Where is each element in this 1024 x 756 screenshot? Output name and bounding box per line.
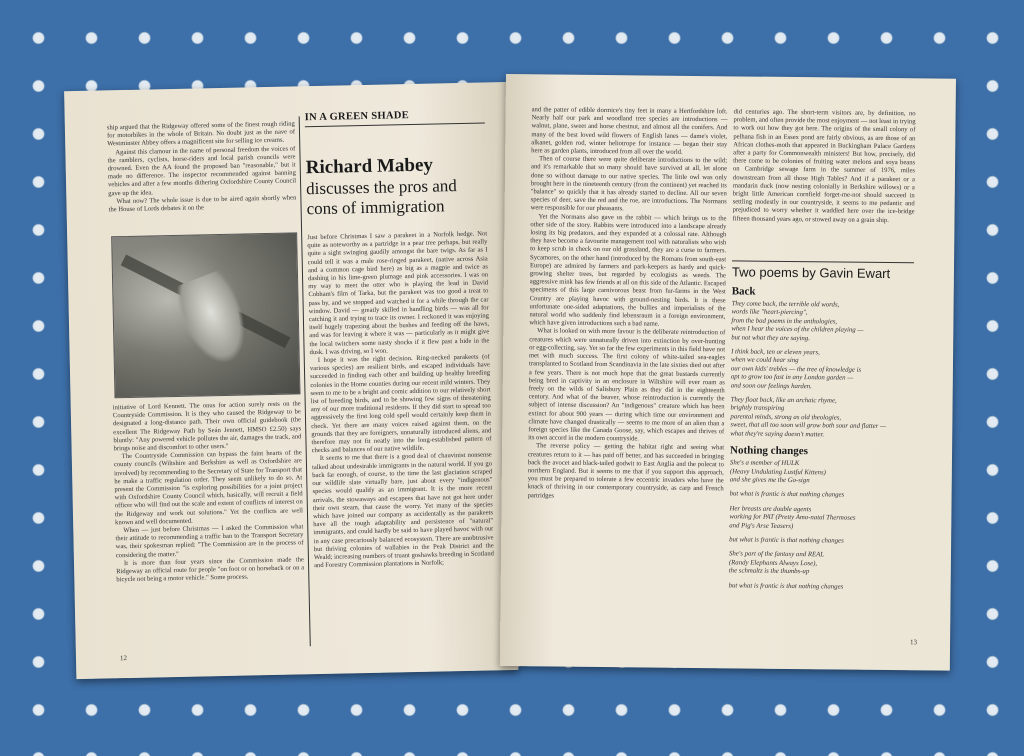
paragraph: The Countryside Commission can bypass the faint hearts of the county councils (Wiltshire and Berkshire as well as Oxfordshire are involved) by recommending to the Secretary of State for Transport that he make a traffic regulation order. They seem unlikely to do so. At present the Commission "is exploring possibilities for a joint project with Oxfordshire County Council which, basically, will recruit a field officer who will find out the scale and extent of conflicts of interest on the Ridgeway and work out solutions." Yet the conflicts are well known and well documented. xyxy=(113,449,304,527)
poem-line: when I hear the voices of the children playing — xyxy=(731,325,864,334)
poem-line: what they're saying doesn't matter. xyxy=(730,430,825,439)
left-page xyxy=(64,82,518,679)
page-number-right: 13 xyxy=(910,638,918,647)
poem-line: words like "heart-piercing", xyxy=(731,308,808,317)
paragraph: It is more than four years since the Commission made the Ridgeway an official route for people "on foot or on horseback or on a bicycle not being a motor vehicle." Some process. xyxy=(116,556,305,584)
paragraph: When — just before Christmas — I asked the Commission what their attitude to recommending a traffic ban to the Transport Secretary was, their spokesman replied: "The Commission are in the process of considering the matter." xyxy=(115,523,304,559)
poem-stanza xyxy=(729,551,913,578)
paragraph: initiative of Lord Kennett. The onus for action surely rests on the Countryside Commission. It is they who caused the Ridgeway to be designated a long-distance path. Their own official guidebook (the excellent The Ridgeway Path by Seán Jennett, HMSO £2.50) says bluntly: "Any powered vehicle pollutes the air, damages the track, and brings noise and discomfort to other users." xyxy=(112,400,302,453)
poem-stanza xyxy=(730,396,914,440)
poem-nothing-changes xyxy=(729,459,914,592)
author-name: Richard Mabey xyxy=(305,154,434,179)
poem-back-title: Back xyxy=(731,285,756,298)
poem-line: brightly transpiring xyxy=(730,404,785,413)
poems-title: Two poems by Gavin Ewart xyxy=(731,264,891,282)
article-header xyxy=(305,108,487,219)
poem-line: parental minds, strong as old theologies, xyxy=(730,413,842,422)
poem-line: (Heavy Undulating Lustful Kittens) xyxy=(729,467,826,476)
paragraph: Just before Christmas I saw a parakeet in a Norfolk hedge. Not quite as noteworthy as a partridge in a pear tree perhaps, but really quite a sight swinging gaudily amongst the bare twigs. As far as I could tell it was a male rose-ringed parakeet, (native across Asia and a common cage bird here) as big as a magpie and twice as dashing in his lime-green plumage and pink accessories. I was on my way to meet the otter who is playing the lead in David Cobham's film of Tarka, but the parakeet was too good a treat to pass by, and we stopped and watched it for a while through the car window. David — greatly skilled in handling birds — was all for catching it and trying to trace its owner. I reckoned it was enjoying itself hugely trapezing about the bushes and feeding off the haws, and was for leaving it where it was — particularly as it might give the local twitchers some nasty shocks if it flew past a hide in the dusk. I was driving, so I won. xyxy=(307,230,490,357)
poem-line: and she gives me the Go-sign xyxy=(729,476,810,485)
paragraph: ship argued that the Ridgeway offered some of the finest rough riding for motorbikes in the whole of Britain. No doubt just as the nave of Westminster Abbey offers a magnificent site for selling ice creams. xyxy=(106,120,296,148)
paragraph: Then of course there were quite deliberate introductions to the wild; and it's remarkable that so many should have survived at all, let alone done so without damage to our native species. The little owl was only brought here in the nineteenth century (from the continent) yet reached its "balance" so quickly that it has already started to decline. All our seven species of deer, save the red and the roe, are introductions. The Normans were responsible for our pheasants. xyxy=(530,155,728,213)
poem-line: I think back, ten or eleven years, xyxy=(731,348,820,357)
column-3 xyxy=(526,106,728,636)
poem-line: Her breasts are double agents xyxy=(729,505,812,513)
kicker-rule xyxy=(305,122,485,127)
poems-rule-top xyxy=(732,260,914,263)
poems-section xyxy=(729,264,916,598)
paragraph: The reverse policy — getting the habitat right and seeing what creatures return to it — has paid off better, and has succeeded in bringing back the avocet and black-tailed godwit to East Anglia and the polecat to northern England. But it seems to me that if you support this approach, you must be prepared to tolerate a few eccentric invaders who have the knack of thriving in our contemporary countryside, as carp and French partridges xyxy=(527,442,725,500)
poem-line: They float back, like an archaic rhyme, xyxy=(730,396,837,405)
right-page xyxy=(500,74,956,671)
poem-line: and Pig's Arse Teasers) xyxy=(729,521,794,530)
poem-stanza xyxy=(729,505,913,532)
poem-line: our own kids' trebles — the tree of knowledge is xyxy=(730,365,862,374)
paragraph: and the patter of edible dormice's tiny feet in many a Hertfordshire loft. Nearly half our park and woodland tree species are introductions — walnut, plane, sweet and horse chestnut, and almost all the conifers. And many of the best loved wild flowers of English lanes — dame's violet, alkanet, golden rod, winter heliotrope for instance — began their stay here as garden plants, introduced from all over the world. xyxy=(531,106,728,156)
poem-line: She's a member of HULK xyxy=(729,459,800,468)
paragraph: What now? The whole issue is due to be aired again shortly when the House of Lords debates it on the xyxy=(108,194,297,214)
parakeet-photo xyxy=(111,232,300,398)
paragraph: did centuries ago. The short-term visitors are, by definition, no problem, and often provide the most enjoyment — not least in trying to work out how they got here. The origins of the small colony of pelhana fish in an Essex pond are fairly obvious, as are those of an African clothes-moth that appeared in Buckingham Palace Gardens after a party for Commonwealth ministers! But how, precisely, did there come to be colonies of fruiting water melons and soya beans on Cambridge sewage farm in the summer of 1976, miles downstream from all those High Tables? And if a parakeet or a mandarin duck (now nesting colonially in Berkshire willows) or a bright little American cornfield forget-me-not should succeed in settling modestly in our countryside, it seems to me pedantic and prejudiced to worry whether it waddled here over the ice-bridge fifteen thousand years ago, or stowed away on a grain ship. xyxy=(732,108,916,224)
poem-stanza xyxy=(729,536,913,546)
poem-line: apt to grow too fast in any London garden — xyxy=(730,373,854,382)
poem-line: and soon our feelings harden. xyxy=(730,382,812,390)
poem-line: She's part of the fantasy and REAL xyxy=(728,550,825,559)
poem-line: when we could hear sing xyxy=(730,356,799,365)
poem-line: from the bad poems in the anthologies, xyxy=(731,317,838,326)
paragraph: What is looked on with more favour is the deliberate reintroduction of creatures which were unnaturally driven into extinction by over-hunting or egg-collecting, say. Yet so far the few experiments in this field have not met with much success. The first colony of white-tailed sea-eagles transplanted to Scotland from Scandinavia in the late sixties died out after a few years. There is not much hope that the great bustards currently being bred in captivity in an enclosure in Wiltshire will ever roam as freely on the wilds of Salisbury Plain as they did in the eighteenth century. And what of the beaver, whose reintroduction is currently the subject of intense discussion? An "indigenous" creature which has been extinct for about 900 years — during which time our environment and climate have changed drastically — seems to me more of an alien than a foreign species like the Canada Goose, say, which escapes and thrives of its own accord in the modern countryside. xyxy=(528,327,726,443)
paragraph: It seems to me that there is a good deal of chauvinist nonsense talked about undesirable immigrants in the natural world. If you go back far enough, of course, to the time the last glaciation scraped our wildlife slate virtually bare, just about every "indigenous" species would qualify as an immigrant. It is the more recent arrivals, the stowaways and escapees that have not got here under their own steam, that cause the worry. Yet many of the species which have joined our company as accidentally as the parakeets have all the tough adaptability and persistence of "natural" immigrants, and could hardly be said to have played havoc with our in any case precariously balanced ecosystem. There are unobtrusive but thriving colonies of wallabies in the Peak District and the Weald; increasing numbers of truant goshawks breeding in Scotland and Forestry Commission plantations in Norfolk; xyxy=(311,451,494,570)
paragraph: Yet the Normans also gave us the rabbit — which brings us to the other side of the story. Rabbits were introduced into a landscape already losing its big predators, and they expanded at a colossal rate. Although they have become a favourite management tool with naturalists who wish to keep scrub in check on our old grassland, they are a curse to farmers. Sycamores, on the other hand (introduced by the Romans from south-east Europe) are admired by farmers and park-keepers as hardy and quick-growing shelter trees, but regarded by ecologists as weeds. The aggressive mink has few friends at all on this side of the Atlantic. Escaped specimens of this large carnivorous beast from fur-farms in the West Country are playing havoc with ground-nesting birds. It is these unfortunate one-sided adaptations, the bullies and imperialists of the natural world who suddenly find lebensraum in a foreign environment, which have given introductions such a bad name. xyxy=(529,212,727,328)
column-1-bottom xyxy=(113,400,306,648)
poem-back xyxy=(730,300,915,440)
poem-nothing-changes-title: Nothing changes xyxy=(730,444,809,458)
poem-stanza xyxy=(731,300,915,344)
article-deck: discusses the pros and cons of immigration xyxy=(305,176,457,219)
column-kicker: IN A GREEN SHADE xyxy=(304,110,410,124)
poem-line: sweet, that all too soon will grow both sour and flatter — xyxy=(730,421,887,431)
column-2 xyxy=(307,230,496,646)
poem-line: working for PAT (Pretty Amo-natal Thermoses xyxy=(729,513,856,522)
poem-stanza xyxy=(731,348,915,392)
photo-bird xyxy=(170,267,258,373)
poem-line: They come back, the terrible old words, xyxy=(731,300,840,309)
poem-stanza xyxy=(729,582,913,592)
paragraph: I hope it was the right decision. Ring-necked parakeets (of various species) are resilient birds, and escaped individuals have succeeded in finding each other and building up healthy breeding colonies in the Home counties during our recent mild winters. They seem to me to be a bright and comic addition to our relatively short list of breeding birds, and to be showing few signs of threatening any of our more traditional residents. If they did start to spread too aggressively the first long cold spell would certainly keep them in check. Yet there are many voices raised against them, on the grounds that they are foreigners, unnaturally introduced aliens, and therefore may not fit neatly into the long-established pattern of checks and balances of our native wildlife. xyxy=(309,353,492,455)
poem-line: (Randy Elephants Always Lose), xyxy=(728,559,818,568)
page-number-left: 12 xyxy=(119,654,128,663)
paragraph: Against this clamour in the name of personal freedom the voices of the ramblers, cyclists, horse-riders and local parish councils were drowned. Even the AA found the proposed ban "reasonable," but it made no difference. The inspector recommended against banning vehicles and after a few months dithering Oxfordshire County Council gave up the idea. xyxy=(107,145,297,197)
column-4 xyxy=(732,108,916,260)
column-1-top xyxy=(107,120,297,232)
poem-line: but what is frantic is that nothing changes xyxy=(729,490,845,499)
poem-stanza xyxy=(730,459,914,486)
poem-stanza xyxy=(730,491,914,501)
poem-line: but what is frantic is that nothing changes xyxy=(728,581,844,591)
poem-line: but not what they are saying. xyxy=(731,333,810,342)
poem-line: the schmaltz is the thumbs-up xyxy=(728,567,810,576)
poem-line: but what is frantic is that nothing changes xyxy=(729,536,844,545)
